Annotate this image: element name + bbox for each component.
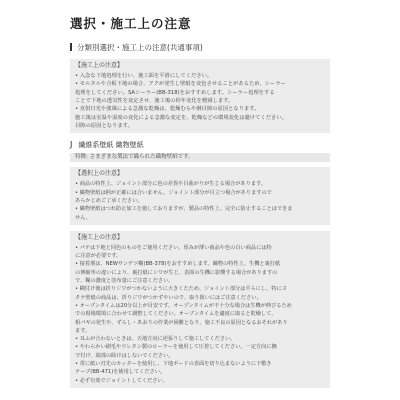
- section-j-header: [70, 139, 330, 162]
- j-construction-heading: 【施工上の注意】: [75, 233, 124, 241]
- section-j-title: [70, 139, 330, 151]
- note-line: • モルタルや合板下地の場合、アクが発生し壁紙を変色させることがあるため、シーラー: [75, 81, 286, 88]
- note-line: の伸縮率の違いにより、裏打紙にシワが生じ、表面の生機に影響する場合がありますの: [75, 269, 278, 276]
- j-selection-notes: [70, 167, 330, 224]
- note-line: ます。: [75, 327, 91, 334]
- note-line: ことで下地の透気性を変定させ、施工後の経年変化を軽減します。: [75, 98, 234, 105]
- note-line: • 常に紙い刃先のカッターを使用し、下地ボードの表面を切り込まないように下敷き: [75, 361, 272, 368]
- note-line: あらかじめご了承ください。: [75, 198, 143, 204]
- common-construction-lines: [75, 72, 325, 130]
- note-line: 目隙の原因となります。: [75, 123, 133, 130]
- section-j-feature: 特徴: さまざまな製法で織られた織物壁紙です。: [70, 153, 330, 162]
- note-line: に注意が必要です。: [75, 253, 122, 260]
- note-line: で付け、端部の除けはしないでください。: [75, 352, 174, 359]
- note-line: で、糊の濃度と塗布量にご注意ください。: [75, 278, 174, 285]
- note-line: • オープンタイムは20分以上が目安です。オープンタイムが不十分な場合は生機が伸びるため: [75, 302, 292, 309]
- note-line: • 糊付け後は折りジワがつかないように大きくたため、ジョイント部分は平らにし、特にヨ: [75, 286, 287, 293]
- note-line: テープ(BB-471)を使用してください。: [75, 369, 166, 376]
- j-selection-heading: 【選択上の注意】: [75, 170, 124, 178]
- j-selection-lines: [75, 180, 325, 221]
- j-construction-notes: [70, 231, 330, 388]
- note-line: • 必ず有効でジョイントしてください。: [75, 377, 168, 384]
- section-j-code: J: [70, 140, 73, 150]
- page-title: 選択・施工上の注意: [70, 16, 192, 31]
- category-bar-marker: [70, 43, 72, 51]
- note-line: • 入念な下地処理を行い、施工面を平滑にしてください。: [75, 73, 213, 79]
- category-label: 分類別選択・施工上の注意(共通事項): [77, 43, 203, 52]
- note-line: • 接着剤は、NEWサンゲツ糊(BB-378)をおすすめします。織物の特性上、生機と裏打紙: [75, 261, 281, 268]
- note-line: せん。: [75, 214, 91, 221]
- note-line: 相パギの発生や、ずらし・あおりの作業が困難となり、施工不良の原因となるおそれがあり: [75, 319, 288, 326]
- note-line: • 耳ふが合わないときは、天地方向に逆張りして施工してください。: [75, 336, 236, 343]
- note-line: • 商品の特性上、ジョイント部分に色の差異や目曲がりが生じる場合があります。: [75, 181, 266, 188]
- note-line: 施工後は室温や湿度の変化による急激な変定を、乾燥などの環境変化は避けてください。: [75, 114, 287, 121]
- note-line: • やわらかい刷毛やウレタン製のローラーを使用して圧着してください。一定方向に撫: [75, 344, 277, 351]
- note-line: 処理をしてください。SAシーラー(BB-318)をおすすめします。シーラー処理をする: [75, 89, 275, 96]
- note-line: • 織物壁紙はつれ防止加工を施しておりますが、製品の特性上、完全に防止することはできま: [75, 206, 293, 213]
- note-line: での現場環境に合わせて調整してください。オープンタイムを適度に取ると乾燥して、: [75, 311, 277, 318]
- common-construction-heading: 【施工上の注意】: [75, 62, 124, 69]
- category-header: [70, 41, 330, 55]
- note-line: タテ壁紙の商品は、折りジワがつかずやいので、取り扱いにはご注意ください。: [75, 294, 262, 301]
- note-line: • パテは下地と同色のものをご使用ください。厚みが薄い商品や色の白い商品には特: [75, 244, 272, 251]
- j-construction-lines: [75, 244, 325, 385]
- note-line: • 直射日光や強風による急激な乾燥は、乾燥むらや継目隙の原因となります。: [75, 106, 260, 113]
- section-j-name: 繊維系壁紙 織物壁紙: [78, 141, 144, 150]
- note-line: • 織物壁紙は柄が正確には合いません。ジョイント部分が目立つ場合がありますので: [75, 189, 272, 196]
- common-construction-notes: [70, 59, 330, 133]
